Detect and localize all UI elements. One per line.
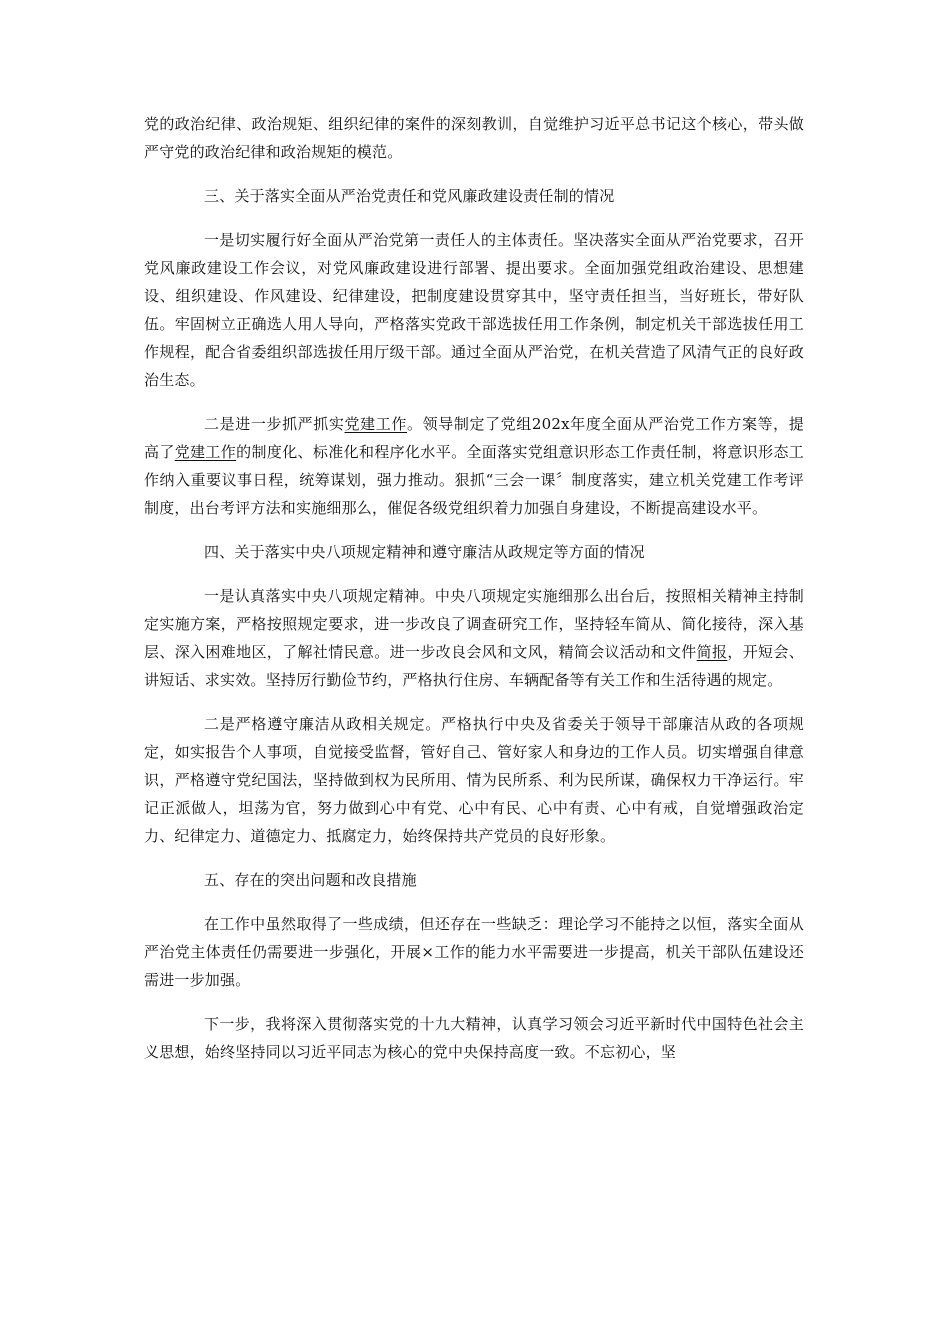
paragraph-3-2-text-c: 的制度化、标准化和程序化水平。全面落实党组意识形态工作责任制，将意识形态工作纳入重要议事日程，统筹谋划，强力推动。狠抓“三会一课〞制度落实，建立机关党建工作考评制度，出台考评方法和实施细那么，催促各级党组织着力加强自身建设，不断提高建设水平。 <box>144 443 805 517</box>
section-heading-5: 五、存在的突出问题和改良措施 <box>204 871 417 889</box>
paragraph-3-2-text-a: 二是进一步抓严抓实 <box>204 415 345 433</box>
section-heading-4: 四、关于落实中央八项规定精神和遵守廉洁从政规定等方面的情况 <box>204 543 645 561</box>
paragraph-3-1: 一是切实履行好全面从严治党第一责任人的主体责任。坚决落实全面从严治党要求，召开党风廉政建设工作会议，对党风廉政建设进行部署、提出要求。全面加强党组政治建设、思想建设、组织建设、作风建设、纪律建设，把制度建设贯穿其中，坚守责任担当，当好班长，带好队伍。牢固树立正确选人用人导向，严格落实党政干部选拔任用工作条例，制定机关干部选拔任用工作规程，配合省委组织部选拔任用厅级干部。通过全面从严治党，在机关营造了风清气正的良好政治生态。 <box>144 231 804 389</box>
paragraph-5-1: 在工作中虽然取得了一些成绩，但还存在一些缺乏：理论学习不能持之以恒，落实全面从严治党主体责任仍需要进一步强化，开展×工作的能力水平需要进一步提高，机关干部队伍建设还需进一步加强。 <box>144 915 804 989</box>
section-heading-3: 三、关于落实全面从严治党责任和党风廉政建设责任制的情况 <box>204 187 615 205</box>
party-building-link-1[interactable]: 党建工作 <box>344 415 407 433</box>
paragraph-5-2: 下一步，我将深入贯彻落实党的十九大精神，认真学习领会习近平新时代中国特色社会主义思想，始终坚持同以习近平同志为核心的党中央保持高度一致。不忘初心，坚 <box>144 1015 804 1061</box>
document-body <box>144 110 804 1082</box>
paragraph-3-2-text-b: 。领导制定了党组202x年度全面从严治党工作方案等，提高了 <box>144 415 804 461</box>
paragraph-4-1 <box>144 582 804 694</box>
paragraph-3-2 <box>144 410 804 522</box>
paragraph-4-1-text-b: ，开短会、讲短话、求实效。坚持厉行勤俭节约，严格执行住房、车辆配备等有关工作和生活待遇的规定。 <box>144 643 804 689</box>
paragraph-continuation: 党的政治纪律、政治规矩、组织纪律的案件的深刻教训，自觉维护习近平总书记这个核心，带头做严守党的政治纪律和政治规矩的模范。 <box>144 115 804 161</box>
paragraph-4-2: 二是严格遵守廉洁从政相关规定。严格执行中央及省委关于领导干部廉洁从政的各项规定，如实报告个人事项，自觉接受监督，管好自己、管好家人和身边的工作人员。切实增强自律意识，严格遵守党纪国法，坚持做到权为民所用、情为民所系、利为民所谋，确保权力干净运行。牢记正派做人，坦荡为官，努力做到心中有党、心中有民、心中有责、心中有戒，自觉增强政治定力、纪律定力、道德定力、抵腐定力，始终保持共产党员的良好形象。 <box>144 715 804 845</box>
paragraph-4-1-text-a: 一是认真落实中央八项规定精神。中央八项规定实施细那么出台后，按照相关精神主持制定实施方案，严格按照规定要求，进一步改良了调查研究工作，坚持轻车简从、简化接待，深入基层、深入困难地区，了解社情民意。进一步改良会风和文风，精简会议活动和文件 <box>144 587 804 661</box>
party-building-link-2[interactable]: 党建工作 <box>174 443 237 461</box>
briefing-link[interactable]: 简报 <box>696 643 728 661</box>
